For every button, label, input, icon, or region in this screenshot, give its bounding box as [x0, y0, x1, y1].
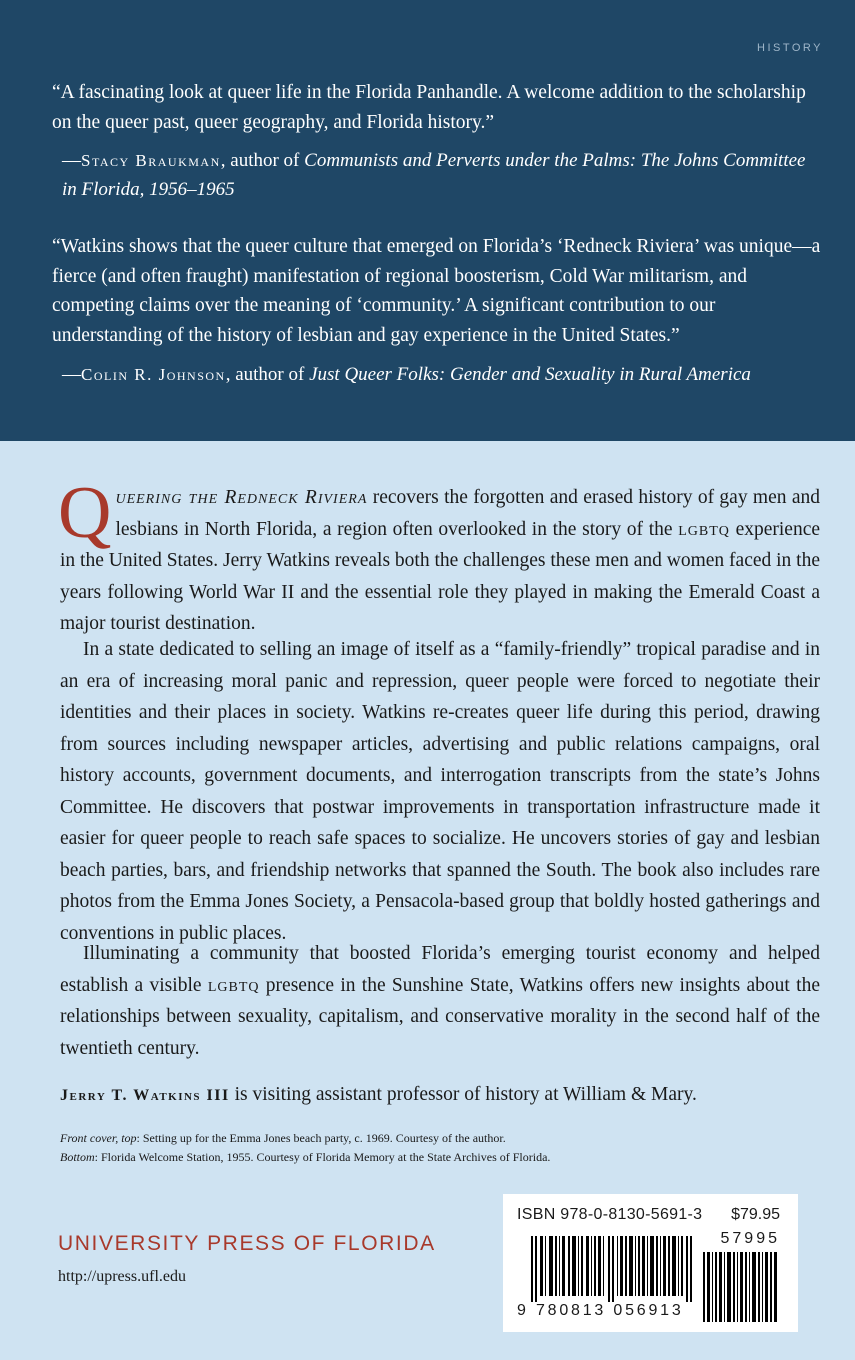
description-paragraph-1 [58, 472, 821, 640]
em-dash: — [62, 364, 81, 385]
attribution-connector-2: , author of [225, 364, 310, 385]
drop-cap: Q [58, 472, 112, 554]
cover-credits [60, 1129, 820, 1167]
description-paragraph-3 [60, 938, 820, 1064]
endorsement-quote-1: “A fascinating look at queer life in the Florida Panhandle. A welcome addition to the scholarship on the queer past, queer geography, and Florida history.” [52, 82, 806, 133]
paragraph-text: Illuminating a community that boosted Florida’s emerging tourist economy and helped establish a visible [60, 943, 820, 996]
credit-label: Front cover, top [60, 1131, 137, 1145]
paragraph-text: recovers the forgotten and erased history of gay men and lesbians in North Florida, a region often overlooked in the story of the [115, 487, 820, 540]
publisher-name: UNIVERSITY PRESS OF FLORIDA [58, 1232, 436, 1255]
barcode-box [503, 1194, 798, 1332]
em-dash: — [62, 150, 81, 171]
credit-label: Bottom [60, 1150, 95, 1164]
attribution-connector-1: , author of [220, 150, 305, 171]
endorsement-attribution-1 [62, 146, 822, 204]
endorser-name-1: Stacy Braukman [81, 151, 221, 170]
author-name: Jerry T. Watkins III [60, 1087, 230, 1104]
credit-line-2 [60, 1148, 820, 1167]
publisher-url[interactable]: http://upress.ufl.edu [58, 1268, 186, 1285]
category-label: HISTORY [757, 42, 823, 54]
barcode-digits: 9 780813 056913 [517, 1302, 684, 1319]
credit-text: : Florida Welcome Station, 1955. Courtesy of Florida Memory at the State Archives of Florida. [94, 1150, 551, 1164]
endorser-work-1: Communists and Perverts under the Palms: The Johns Committee in Florida, 1956–1965 [62, 150, 806, 200]
lgbtq-term: lgbtq [678, 518, 730, 540]
lgbtq-term: lgbtq [207, 974, 260, 996]
barcode-icon [531, 1236, 693, 1302]
endorser-work-2: Just Queer Folks: Gender and Sexuality in Rural America [309, 364, 751, 385]
credit-text: : Setting up for the Emma Jones beach party, c. 1969. Courtesy of the author. [136, 1131, 506, 1145]
book-title-inline: ueering the Redneck Riviera [115, 487, 368, 508]
addon-barcode-icon [703, 1252, 779, 1322]
addon-code: 57995 [720, 1230, 780, 1247]
endorser-name-2: Colin R. Johnson [81, 365, 226, 384]
price-label: $79.95 [731, 1206, 780, 1223]
endorsement-attribution-2 [62, 360, 822, 389]
author-bio [60, 1080, 820, 1111]
endorsements-panel [0, 0, 855, 441]
isbn-label: ISBN 978-0-8130-5691-3 [517, 1206, 703, 1223]
credit-line-1 [60, 1129, 820, 1148]
paragraph-text: presence in the Sunshine State, Watkins offers new insights about the relationships between sexuality, capitalism, and conservative morality in the second half of the twentieth century. [60, 974, 820, 1059]
paragraph-text: experience in the United States. Jerry Watkins reveals both the challenges these men and women faced in the years following World War II and the essential role they played in making the Emerald Coast a major tourist destination. [60, 518, 821, 634]
author-bio-text: is visiting assistant professor of history at William & Mary. [229, 1084, 697, 1105]
description-paragraph-2: In a state dedicated to selling an image of itself as a “family-friendly” tropical paradise and in an era of increasing moral panic and repression, queer people were forced to negotiate their identities and their places in society. Watkins re-creates queer life during this period, drawing from sources including newspaper articles, advertising and public relations campaigns, oral history accounts, government documents, and interrogation transcripts from the state’s Johns Committee. He discovers that postwar improvements in transportation infrastructure made it easier for queer people to reach safe spaces to socialize. He uncovers stories of gay and lesbian beach parties, bars, and friendship networks that spanned the South. The book also includes rare photos from the Emma Jones Society, a Pensacola-based group that boldly hosted gatherings and conventions in public places. [60, 639, 820, 944]
endorsement-quote-2: “Watkins shows that the queer culture that emerged on Florida’s ‘Redneck Riviera’ was unique—a fierce (and often fraught) manifestation of regional boosterism, Cold War militarism, and competing claims over the meaning of ‘community.’ A significant contribution to our understanding of the history of lesbian and gay experience in the United States.” [52, 236, 821, 346]
